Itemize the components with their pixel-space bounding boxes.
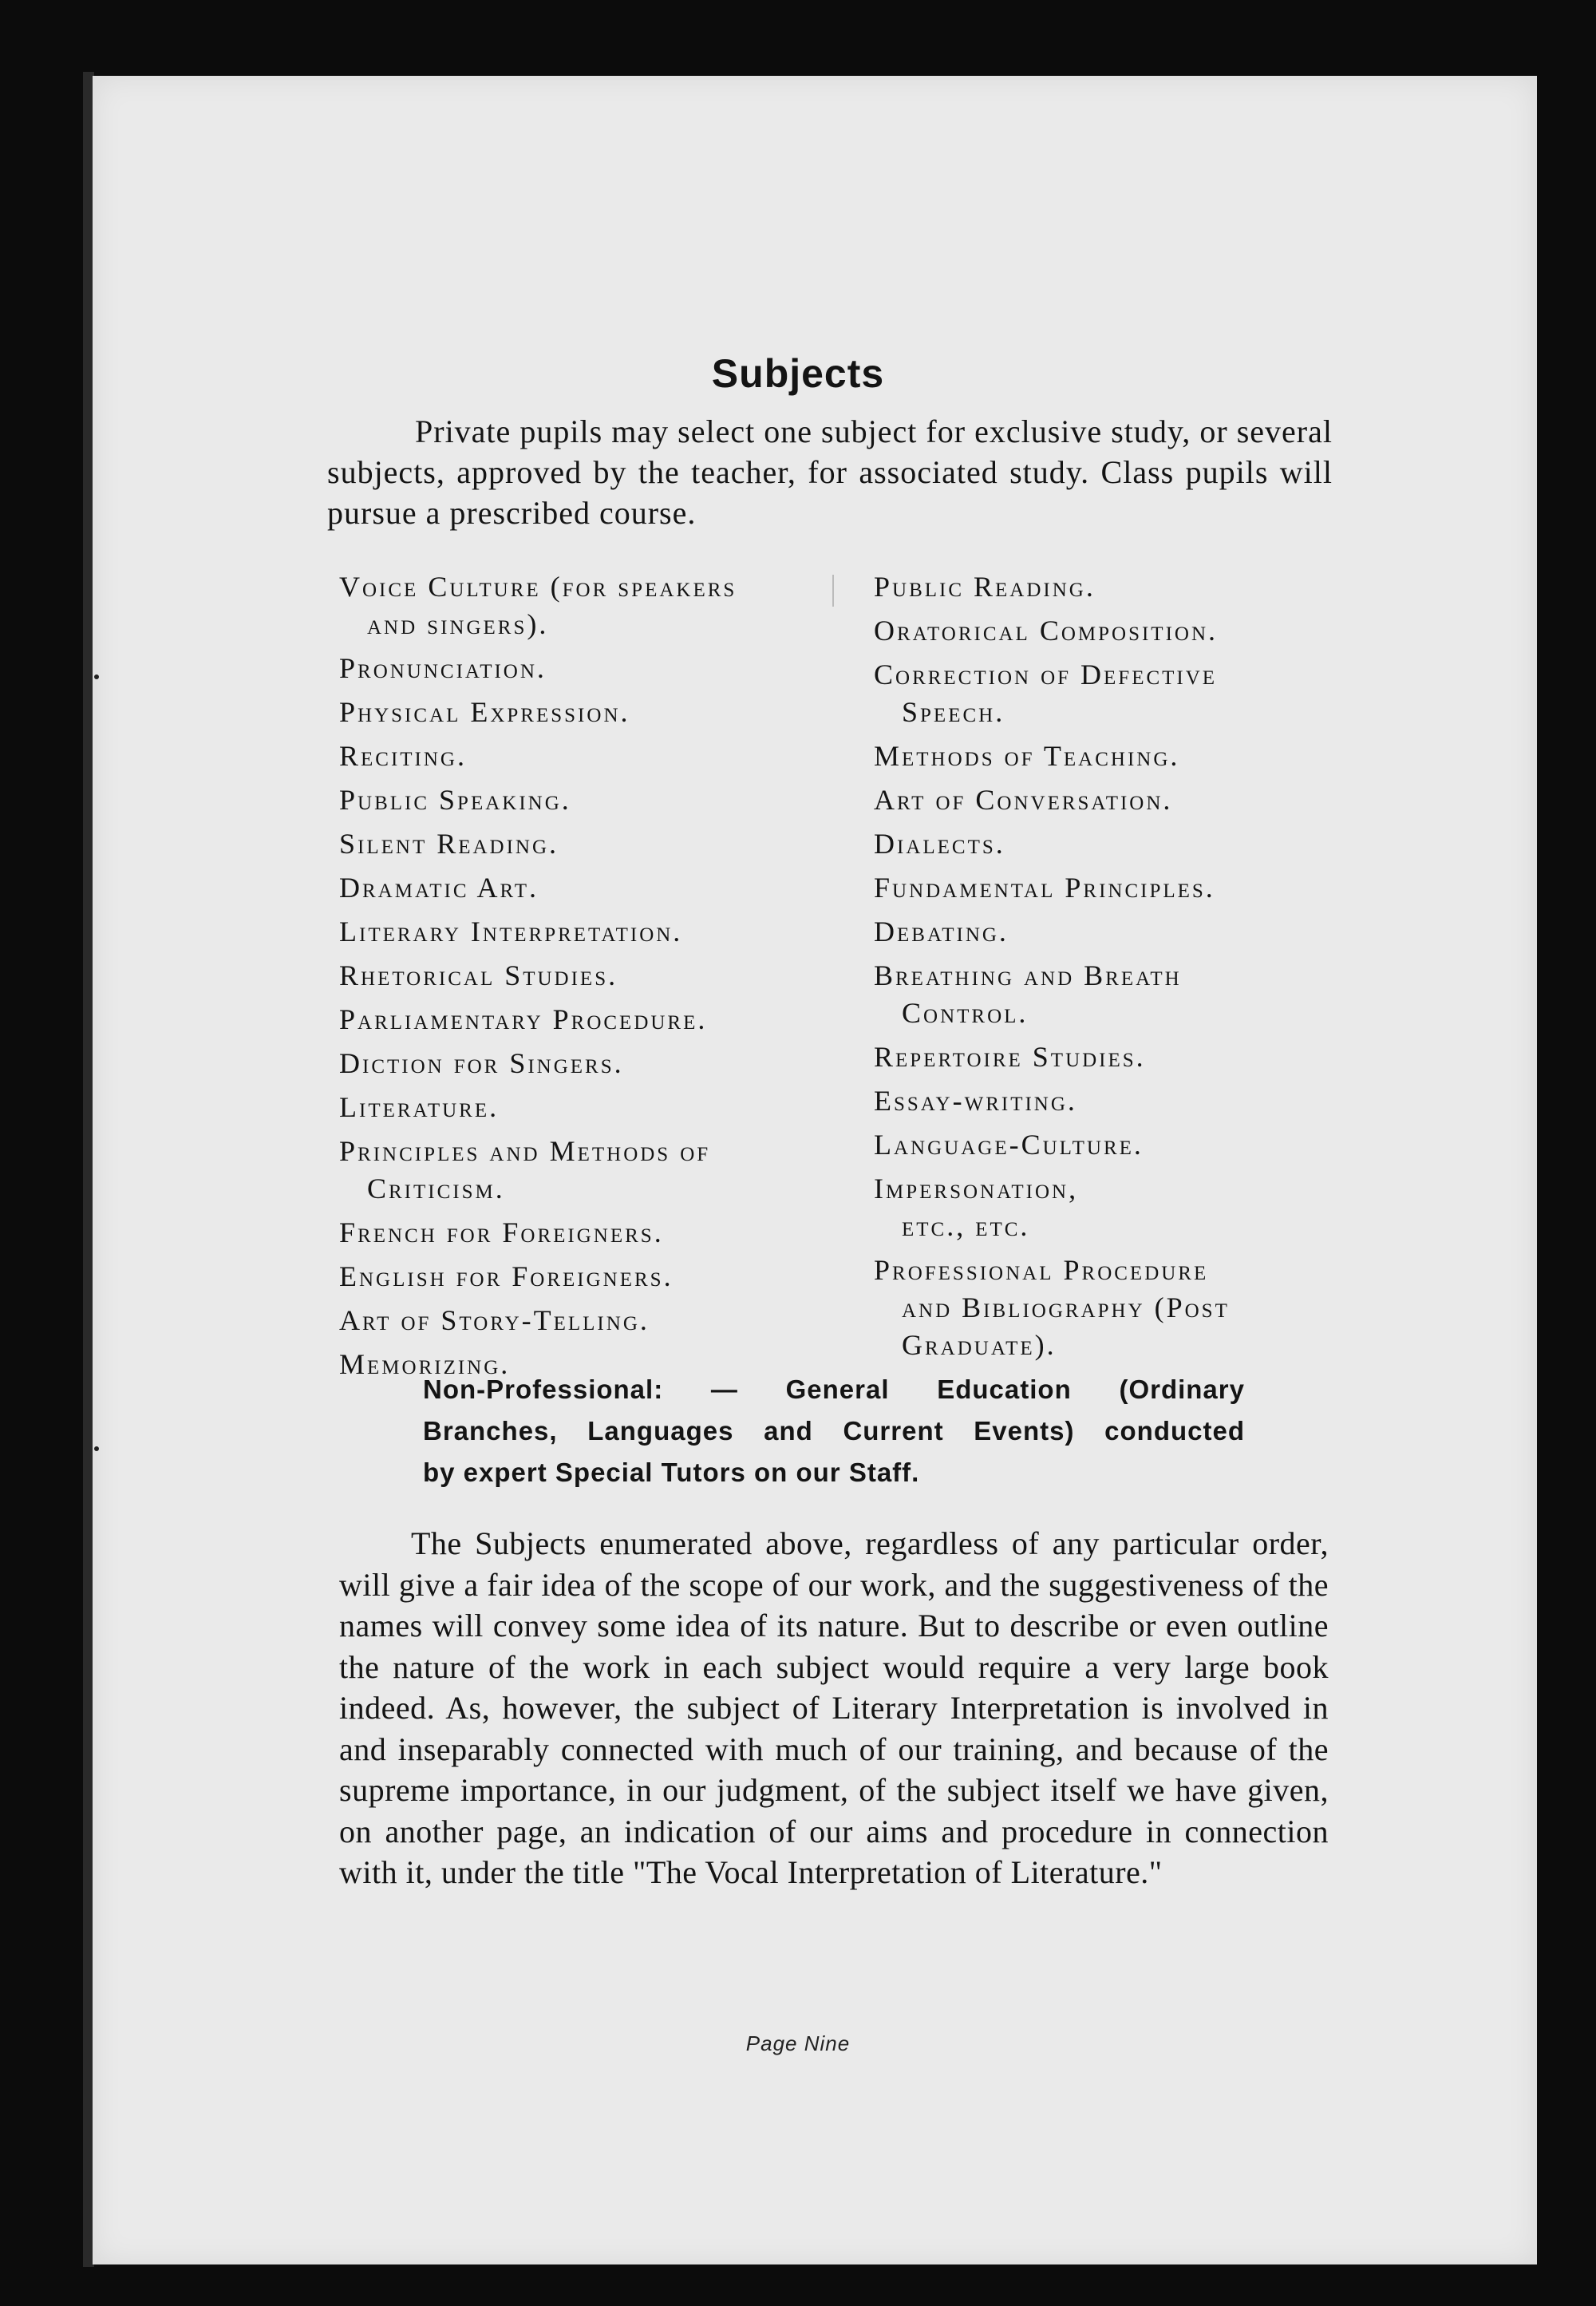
body-paragraph: The Subjects enumerated above, regardless of any particular order, will give a fair idea of the scope of our work, and the suggestiveness of the names will convey some idea of its nature. But to describe or even outline the nature of the work in each subject would require a very large book indeed. As, however, the subject of Literary Interpretation is involved in and inseparably connected with much of our training, and because of the supreme importance, in our judgment, of the subject itself we have given, on another page, an indication of our aims and procedure in connection with it, under the title "The Vocal Interpretation of Literature." xyxy=(339,1525,1329,1890)
subject-label: Memorizing. xyxy=(339,1348,511,1380)
subject-item xyxy=(339,913,810,951)
subject-item xyxy=(874,1038,1337,1076)
subject-label: Oratorical Composition. xyxy=(874,615,1219,647)
subject-label: Diction for Singers. xyxy=(339,1047,624,1079)
subject-item xyxy=(339,738,810,775)
subject-item xyxy=(874,738,1337,775)
subject-item xyxy=(339,1001,810,1038)
subject-item xyxy=(874,1252,1337,1364)
subject-label: Art of Story-Telling. xyxy=(339,1304,650,1336)
subject-item xyxy=(874,1170,1337,1245)
non-professional-note xyxy=(423,1369,1245,1493)
subject-label: Fundamental Principles. xyxy=(874,872,1215,904)
subject-label-continuation: Speech. xyxy=(902,696,1005,728)
subject-label: Art of Conversation. xyxy=(874,784,1173,816)
subject-label: Dialects. xyxy=(874,828,1005,860)
subject-item xyxy=(339,957,810,995)
subject-label: Voice Culture (for speakers xyxy=(339,571,737,603)
subject-label: Methods of Teaching. xyxy=(874,740,1180,772)
subject-label: Pronunciation. xyxy=(339,652,547,684)
subject-label: Silent Reading. xyxy=(339,828,559,860)
subject-item xyxy=(339,1214,810,1252)
non-professional-line: Non-Professional: — General Education (Ordinary xyxy=(423,1375,1245,1404)
subject-label: Debating. xyxy=(874,916,1009,947)
subject-label: Correction of Defective xyxy=(874,659,1218,690)
subject-label-continuation: and Bibliography (Post Graduate). xyxy=(902,1291,1230,1361)
subject-item xyxy=(339,694,810,731)
subject-label: Public Reading. xyxy=(874,571,1096,603)
subject-label: Parliamentary Procedure. xyxy=(339,1003,708,1035)
subject-label: Rhetorical Studies. xyxy=(339,959,618,991)
non-professional-line: by expert Special Tutors on our Staff. xyxy=(423,1458,920,1487)
subject-label: Breathing and Breath xyxy=(874,959,1182,991)
subject-item xyxy=(874,612,1337,650)
subject-label: Impersonation, xyxy=(874,1173,1079,1204)
subjects-left-column xyxy=(339,568,810,1390)
subject-label: Physical Expression. xyxy=(339,696,630,728)
subject-item xyxy=(874,825,1337,863)
subject-label: Professional Procedure xyxy=(874,1254,1209,1286)
column-divider xyxy=(832,575,834,607)
subject-label: Reciting. xyxy=(339,740,467,772)
subject-item xyxy=(339,869,810,907)
subject-label: Essay-writing. xyxy=(874,1085,1077,1117)
page-speck xyxy=(94,1446,99,1451)
subject-label: Repertoire Studies. xyxy=(874,1041,1146,1073)
subject-label: Dramatic Art. xyxy=(339,872,539,904)
non-professional-line: Branches, Languages and Current Events) conducted xyxy=(423,1416,1245,1446)
subject-label-continuation: and singers). xyxy=(367,608,549,640)
page-number: Page Nine xyxy=(745,2031,851,2055)
subject-item xyxy=(339,1258,810,1295)
subject-item xyxy=(874,869,1337,907)
subject-label: Language-Culture. xyxy=(874,1129,1144,1161)
subject-label: English for Foreigners. xyxy=(339,1260,674,1292)
intro-paragraph: Private pupils may select one subject for exclusive study, or several subjects, approved by the teacher, for associated study. Class pupils will pursue a prescribed course. xyxy=(327,413,1333,531)
subject-label: Public Speaking. xyxy=(339,784,571,816)
subject-label: Principles and Methods of xyxy=(339,1135,711,1167)
page-title: Subjects xyxy=(711,350,885,396)
subject-item xyxy=(339,1089,810,1126)
subject-item xyxy=(339,781,810,819)
subject-item xyxy=(339,568,810,643)
page-speck xyxy=(94,674,99,679)
subject-label: Literature. xyxy=(339,1091,500,1123)
subject-label-continuation: Criticism. xyxy=(367,1173,505,1204)
subject-item xyxy=(874,781,1337,819)
subject-item xyxy=(874,913,1337,951)
subject-item xyxy=(339,1302,810,1339)
subject-item xyxy=(874,568,1337,606)
subject-item xyxy=(874,656,1337,731)
subject-label: Literary Interpretation. xyxy=(339,916,683,947)
subjects-right-column xyxy=(874,568,1337,1371)
subject-item xyxy=(339,1045,810,1082)
subject-label: French for Foreigners. xyxy=(339,1216,664,1248)
subject-item xyxy=(874,1126,1337,1164)
subject-label-continuation: etc., etc. xyxy=(902,1210,1030,1242)
subject-item xyxy=(339,825,810,863)
subject-item xyxy=(339,650,810,687)
subject-item xyxy=(874,1082,1337,1120)
subject-item xyxy=(339,1133,810,1208)
subject-item xyxy=(874,957,1337,1032)
subject-label-continuation: Control. xyxy=(902,997,1029,1029)
